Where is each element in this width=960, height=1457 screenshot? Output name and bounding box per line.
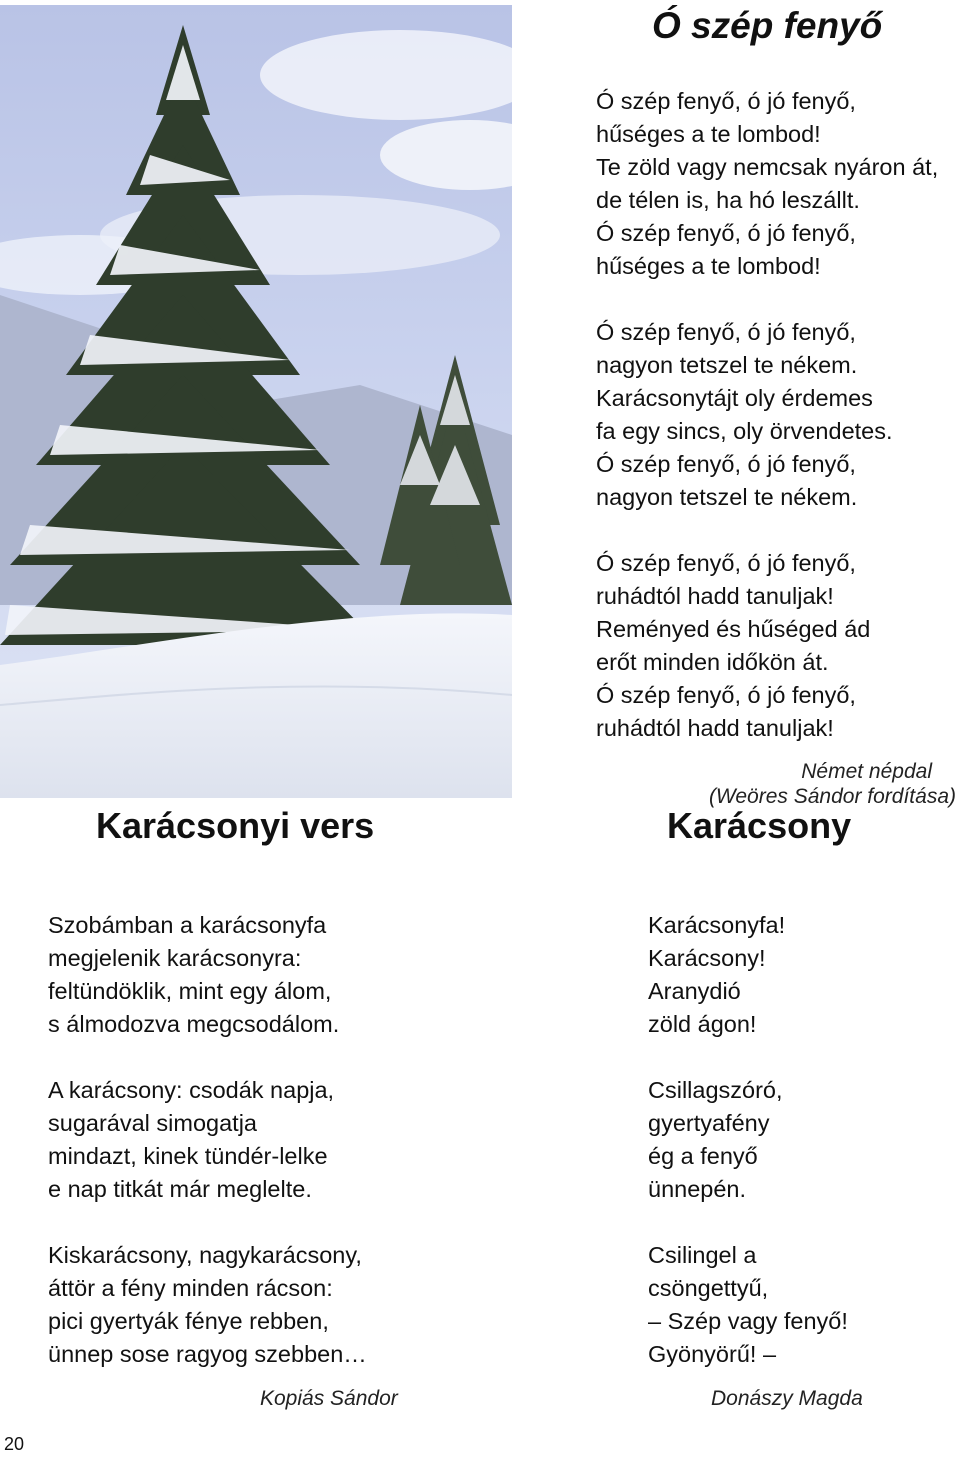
verse-line: Ó szép fenyő, ó jó fenyő,: [596, 220, 856, 246]
verse-line: Csilingel a: [648, 1242, 757, 1268]
verse-line: nagyon tetszel te nékem.: [596, 352, 858, 378]
verse-line: Kiskarácsony, nagykarácsony,: [48, 1242, 362, 1268]
verse-line: Reményed és hűséged ád: [596, 616, 871, 642]
stanza: [596, 316, 938, 514]
stanza: [48, 1074, 367, 1206]
verse-line: csöngettyű,: [648, 1275, 769, 1301]
verse-line: Te zöld vagy nemcsak nyáron át,: [596, 154, 939, 180]
verse-line: megjelenik karácsonyra:: [48, 945, 302, 971]
verse-line: feltündöklik, mint egy álom,: [48, 978, 332, 1004]
page-number: 20: [4, 1434, 25, 1454]
stanza: [48, 1239, 367, 1371]
verse-line: Ó szép fenyő, ó jó fenyő,: [596, 319, 856, 345]
poem-body: [648, 909, 848, 1404]
stanza: [596, 85, 938, 283]
poem-body: [596, 85, 938, 778]
verse-line: áttör a fény minden rácson:: [48, 1275, 333, 1301]
stanza: [648, 1074, 848, 1206]
verse-line: – Szép vagy fenyő!: [648, 1308, 848, 1334]
verse-line: e nap titkát már meglelte.: [48, 1176, 312, 1202]
verse-line: Karácsony!: [648, 945, 766, 971]
poem-body: [48, 909, 367, 1404]
verse-line: Csillagszóró,: [648, 1077, 783, 1103]
verse-line: ég a fenyő: [648, 1143, 758, 1169]
stanza: [648, 1239, 848, 1371]
verse-line: ünnepén.: [648, 1176, 747, 1202]
poem-credit: Német népdal: [801, 760, 932, 783]
verse-line: ruhádtól hadd tanuljak!: [596, 583, 834, 609]
verse-line: Ó szép fenyő, ó jó fenyő,: [596, 550, 856, 576]
verse-line: ruhádtól hadd tanuljak!: [596, 715, 834, 741]
verse-line: Aranydió: [648, 978, 741, 1004]
poem-title: Karácsony: [667, 805, 852, 846]
verse-line: Szobámban a karácsonyfa: [48, 912, 327, 938]
verse-line: Ó szép fenyő, ó jó fenyő,: [596, 88, 856, 114]
verse-line: erőt minden időkön át.: [596, 649, 829, 675]
poem-credit: Donászy Magda: [711, 1387, 863, 1410]
verse-line: gyertyafény: [648, 1110, 770, 1136]
stanza: [48, 909, 367, 1041]
snowy-fir-tree-photo: [0, 5, 512, 798]
verse-line: fa egy sincs, oly örvendetes.: [596, 418, 893, 444]
verse-line: hűséges a te lombod!: [596, 121, 821, 147]
verse-line: Ó szép fenyő, ó jó fenyő,: [596, 682, 856, 708]
verse-line: Karácsonyfa!: [648, 912, 786, 938]
verse-line: mindazt, kinek tündér-lelke: [48, 1143, 328, 1169]
verse-line: s álmodozva megcsodálom.: [48, 1011, 340, 1037]
verse-line: A karácsony: csodák napja,: [48, 1077, 335, 1103]
verse-line: Karácsonytájt oly érdemes: [596, 385, 873, 411]
verse-line: sugarával simogatja: [48, 1110, 257, 1136]
poem-credit: Kopiás Sándor: [260, 1387, 398, 1410]
poem-title: Ó szép fenyő: [652, 5, 883, 46]
verse-line: pici gyertyák fénye rebben,: [48, 1308, 329, 1334]
poem-credit-translator: (Weöres Sándor fordítása): [708, 785, 956, 808]
verse-line: Ó szép fenyő, ó jó fenyő,: [596, 451, 856, 477]
verse-line: nagyon tetszel te nékem.: [596, 484, 858, 510]
stanza: [648, 909, 848, 1041]
verse-line: ünnep sose ragyog szebben…: [48, 1341, 367, 1367]
verse-line: hűséges a te lombod!: [596, 253, 821, 279]
stanza: [596, 547, 938, 745]
verse-line: zöld ágon!: [648, 1011, 757, 1037]
verse-line: de télen is, ha hó leszállt.: [596, 187, 860, 213]
poem-title: Karácsonyi vers: [96, 805, 375, 846]
verse-line: Gyönyörű! –: [648, 1341, 777, 1367]
